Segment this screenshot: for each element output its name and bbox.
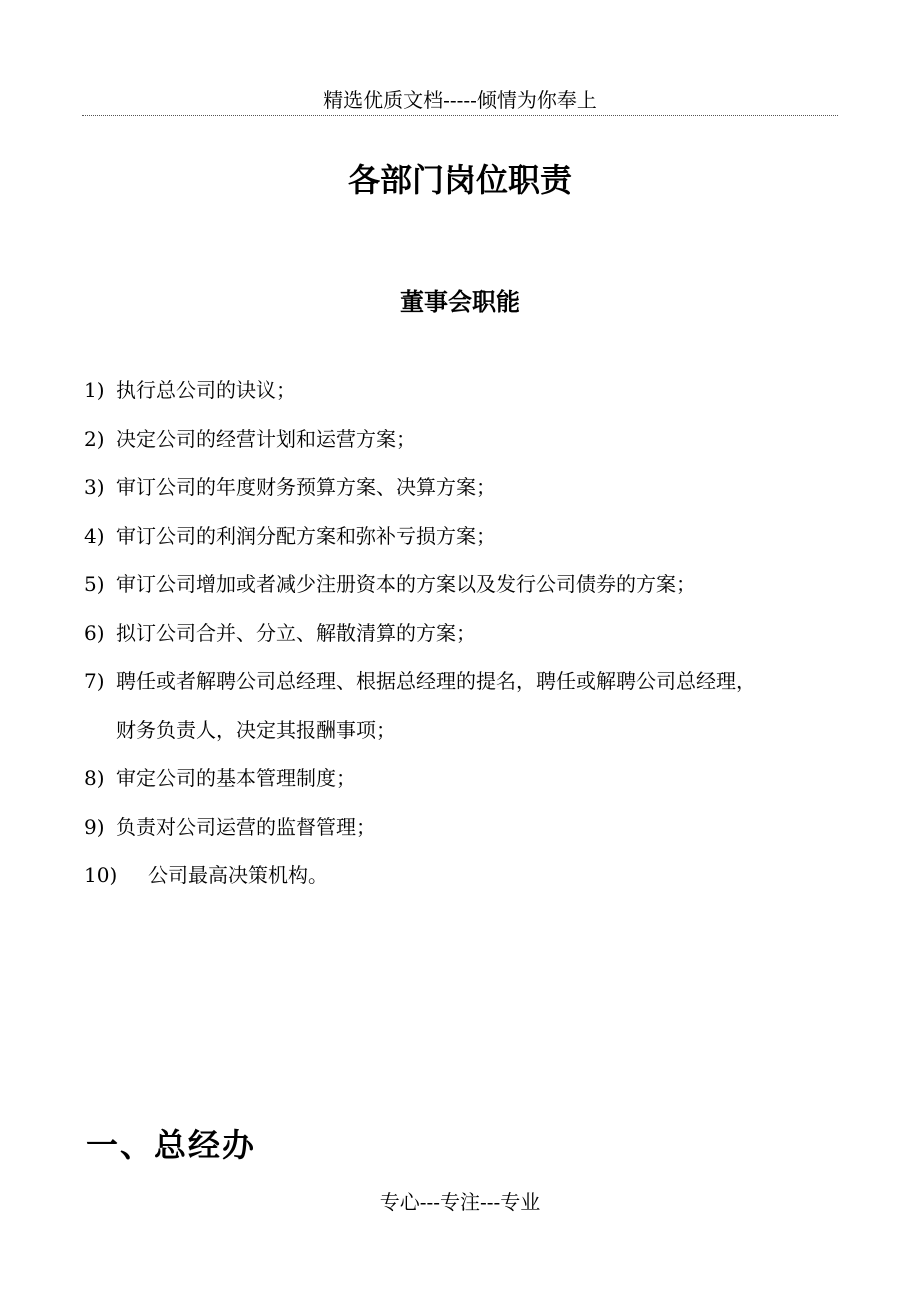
item-text: 决定公司的经营计划和运营方案； [116,426,416,451]
item-text: 公司最高决策机构。 [148,863,328,887]
item-number: 9) [84,814,105,839]
list-item [84,512,844,561]
header-divider [82,115,838,116]
item-number: 7) [84,669,105,693]
document-title: 各部门岗位职责 [347,161,572,199]
item-text: 审订公司的年度财务预算方案、决算方案； [116,475,496,499]
list-item [84,463,844,512]
section-title: 董事会职能 [400,288,520,316]
item-number: 10) [84,863,118,887]
list-item [84,657,844,754]
list-item [84,415,844,464]
item-number: 5) [84,572,105,596]
list-item [84,851,844,900]
list-item [84,803,844,852]
item-text: 负责对公司运营的监督管理； [116,814,376,839]
item-text: 审订公司增加或者减少注册资本的方案以及发行公司债券的方案； [116,572,696,596]
page-header: 精选优质文档-----倾情为你奉上 [323,88,597,112]
item-text: 拟订公司合并、分立、解散清算的方案； [116,620,476,645]
duty-list [84,366,844,900]
next-section-heading: 一、总经办 [86,1126,257,1164]
page-footer: 专心---专注---专业 [379,1190,541,1214]
item-text: 执行总公司的诀议； [116,378,296,402]
list-item [84,609,844,658]
item-number: 3) [84,475,105,499]
item-text: 审定公司的基本管理制度； [116,766,356,790]
item-number: 4) [84,523,105,548]
item-number: 1) [84,378,105,402]
item-number: 8) [84,766,105,790]
list-item [84,366,844,415]
item-text: 聘任或者解聘公司总经理、根据总经理的提名，聘任或解聘公司总经理， [116,669,756,693]
list-item [84,754,844,803]
item-number: 2) [84,426,105,451]
item-text: 审订公司的利润分配方案和弥补亏损方案； [116,523,496,548]
list-item [84,560,844,609]
item-text-continuation: 财务负责人，决定其报酬事项； [116,717,396,742]
item-number: 6) [84,620,105,645]
